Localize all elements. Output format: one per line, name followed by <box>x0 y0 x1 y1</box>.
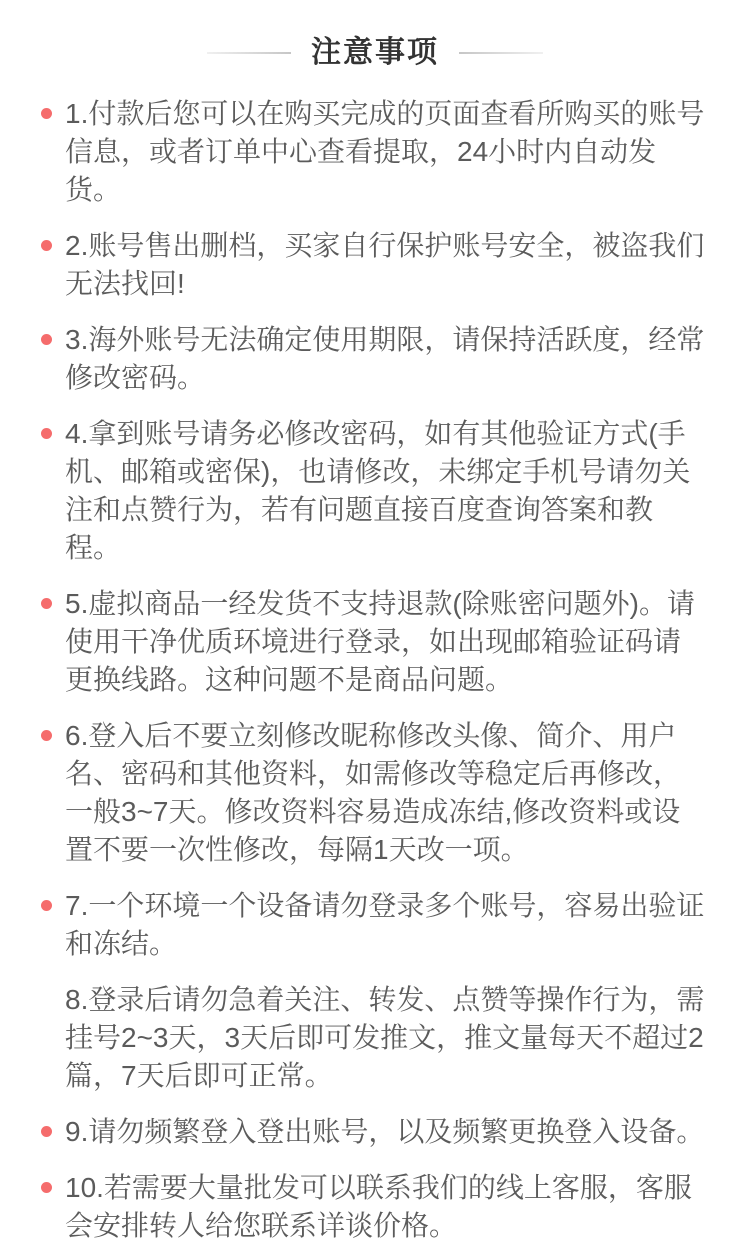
bullet-dot-icon <box>41 598 52 609</box>
notice-item <box>41 1113 706 1151</box>
page-title: 注意事项 <box>311 36 439 69</box>
notice-text: 5.虚拟商品一经发货不支持退款(除账密问题外)。请使用干净优质环境进行登录，如出现邮箱验证码请更换线路。这种问题不是商品问题。 <box>65 588 696 695</box>
notice-text: 6.登入后不要立刻修改昵称修改头像、简介、用户名、密码和其他资料，如需修改等稳定后再修改，一般3~7天。修改资料容易造成冻结,修改资料或设置不要一次性修改，每隔1天改一项。 <box>65 720 682 865</box>
notice-item <box>41 717 706 869</box>
notice-item <box>41 321 706 397</box>
notice-list <box>0 95 750 1245</box>
notice-text: 10.若需要大量批发可以联系我们的线上客服，客服会安排转人给您联系详谈价格。 <box>65 1172 692 1241</box>
notice-text: 8.登录后请勿急着关注、转发、点赞等操作行为，需挂号2~3天，3天后即可发推文，推文量每天不超过2篇，7天后即可正常。 <box>65 984 705 1091</box>
notice-header <box>0 33 750 73</box>
title-divider-right <box>459 52 543 54</box>
bullet-dot-icon <box>41 1126 52 1137</box>
bullet-dot-icon <box>41 108 52 119</box>
notice-item <box>41 227 706 303</box>
notice-item <box>41 95 706 209</box>
notice-text: 4.拿到账号请务必修改密码，如有其他验证方式(手机、邮箱或密保)，也请修改，未绑定手机号请勿关注和点赞行为，若有问题直接百度查询答案和教程。 <box>65 418 691 563</box>
bullet-dot-icon <box>41 730 52 741</box>
title-divider-left <box>207 52 291 54</box>
notice-text: 1.付款后您可以在购买完成的页面查看所购买的账号信息，或者订单中心查看提取，24小时内自动发货。 <box>65 98 705 205</box>
notice-text: 9.请勿频繁登入登出账号，以及频繁更换登入设备。 <box>65 1116 705 1147</box>
notice-text: 2.账号售出删档，买家自行保护账号安全，被盗我们无法找回! <box>65 230 705 299</box>
notice-item <box>41 887 706 963</box>
bullet-dot-icon <box>41 900 52 911</box>
notice-text: 7.一个环境一个设备请勿登录多个账号，容易出验证和冻结。 <box>65 890 705 959</box>
notice-text: 3.海外账号无法确定使用期限，请保持活跃度，经常修改密码。 <box>65 324 705 393</box>
bullet-dot-icon <box>41 334 52 345</box>
notice-item <box>41 981 706 1095</box>
notice-item <box>41 415 706 567</box>
bullet-dot-icon <box>41 1182 52 1193</box>
notice-page <box>0 33 750 1241</box>
bullet-dot-icon <box>41 428 52 439</box>
notice-item <box>41 1169 706 1245</box>
bullet-dot-icon <box>41 240 52 251</box>
notice-item <box>41 585 706 699</box>
